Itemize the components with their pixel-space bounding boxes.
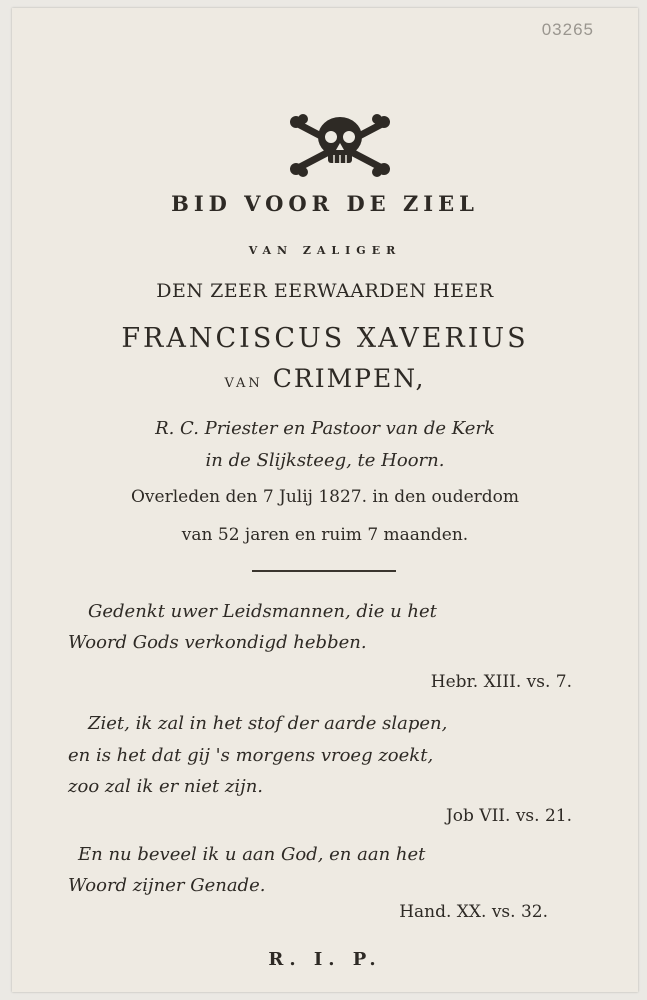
verse-1-line-1: Gedenkt uwer Leidsmannen, die u het (88, 601, 437, 622)
death-line-2: van 52 jaren en ruim 7 maanden. (181, 525, 469, 545)
surname-prefix: VAN (224, 376, 263, 391)
verse-2-reference: Job VII. vs. 21. (445, 806, 572, 826)
heading-title: DEN ZEER EERWAARDEN HEER (156, 280, 494, 302)
heading-bid: BID VOOR DE ZIEL (171, 191, 479, 216)
accession-number: 03265 (541, 20, 594, 39)
divider (252, 570, 396, 572)
prayer-card (12, 8, 638, 992)
verse-1-reference: Hebr. XIII. vs. 7. (430, 672, 572, 692)
role-line-1: R. C. Priester en Pastoor van de Kerk (155, 418, 495, 439)
heading-van-zaliger: VAN ZALIGER (248, 244, 402, 257)
verse-2-line-1: Ziet, ik zal in het stof der aarde slapen, (88, 713, 448, 734)
deceased-surname: CRIMPEN, (272, 364, 426, 393)
deceased-surname-line (12, 364, 638, 393)
role-line-2: in de Slijksteeg, te Hoorn. (205, 450, 445, 471)
verse-3-line-1: En nu beveel ik u aan God, en aan het (78, 844, 426, 865)
verse-2-line-2: en is het dat gij 's morgens vroeg zoekt, (68, 745, 434, 766)
deceased-name: FRANCISCUS XAVERIUS (121, 323, 529, 354)
verse-2-line-3: zoo zal ik er niet zijn. (68, 776, 264, 797)
verse-3-reference: Hand. XX. vs. 32. (399, 902, 548, 922)
verse-1-line-2: Woord Gods verkondigd hebben. (68, 632, 367, 653)
skull-and-crossbones-icon (284, 111, 396, 179)
closing-rip: R. I. P. (268, 949, 382, 970)
death-line-1: Overleden den 7 Julij 1827. in den ouderdom (131, 487, 519, 507)
verse-3-line-2: Woord zijner Genade. (68, 875, 266, 896)
